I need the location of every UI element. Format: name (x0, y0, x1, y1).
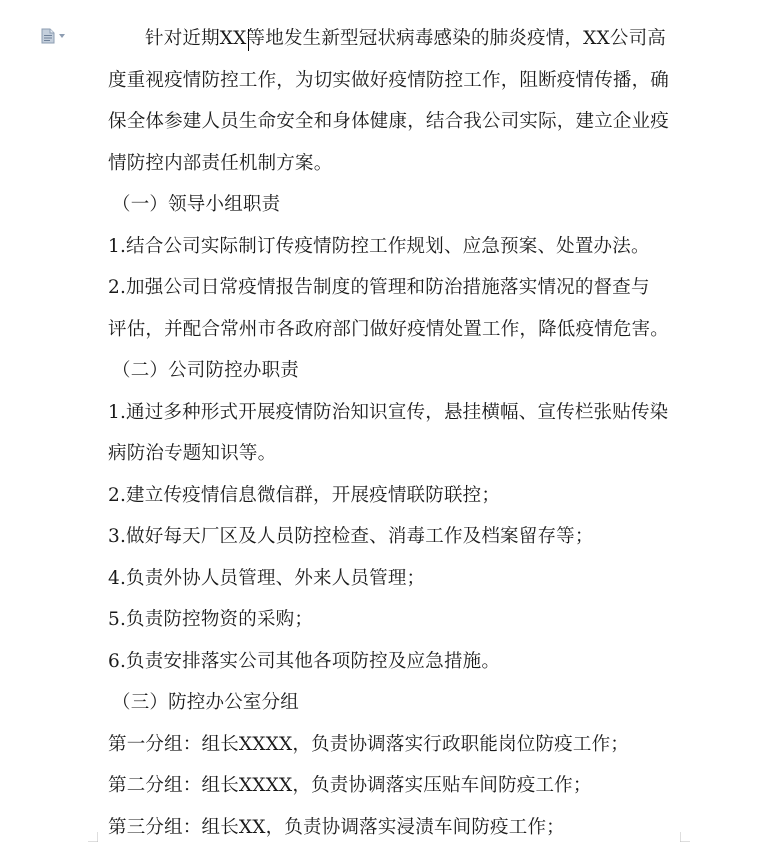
paragraph-options-button[interactable] (41, 27, 69, 45)
group-item: 第二分组：组长XXXX，负责协调落实压贴车间防疫工作； (108, 769, 668, 811)
list-item: 2.加强公司日常疫情报告制度的管理和防治措施落实情况的督查与 (108, 271, 668, 313)
section-heading-leadership: （一）领导小组职责 (108, 188, 668, 230)
document-body[interactable] (108, 22, 668, 852)
paragraph-intro-line: 保全体参建人员生命安全和身体健康，结合我公司实际，建立企业疫 (108, 105, 668, 147)
chevron-down-icon (59, 34, 65, 38)
section-heading-groups: （三）防控办公室分组 (108, 686, 668, 728)
list-item-continuation: 病防治专题知识等。 (108, 437, 668, 479)
paragraph-intro-line: 情防控内部责任机制方案。 (108, 147, 668, 189)
list-item: 1.通过多种形式开展疫情防治知识宣传，悬挂横幅、宣传栏张贴传染 (108, 396, 668, 438)
list-item: 2.建立传疫情信息微信群，开展疫情联防联控； (108, 479, 668, 521)
margin-corner-mark (88, 832, 98, 842)
list-item: 6.负责安排落实公司其他各项防控及应急措施。 (108, 645, 668, 687)
paragraph-intro-line: 度重视疫情防控工作，为切实做好疫情防控工作，阻断疫情传播，确 (108, 64, 668, 106)
list-item: 4.负责外协人员管理、外来人员管理； (108, 562, 668, 604)
section-heading-office: （二）公司防控办职责 (108, 354, 668, 396)
paragraph-intro-line: 针对近期XX等地发生新型冠状病毒感染的肺炎疫情，XX公司高 (108, 22, 668, 64)
list-item: 3.做好每天厂区及人员防控检查、消毒工作及档案留存等； (108, 520, 668, 562)
list-item: 5.负责防控物资的采购； (108, 603, 668, 645)
list-item: 1.结合公司实际制订传疫情防控工作规划、应急预案、处置办法。 (108, 230, 668, 272)
group-item: 第三分组：组长XX，负责协调落实浸渍车间防疫工作； (108, 811, 668, 852)
document-icon (41, 28, 55, 44)
list-item-continuation: 评估，并配合常州市各政府部门做好疫情处置工作，降低疫情危害。 (108, 313, 668, 355)
margin-corner-mark (680, 832, 690, 842)
group-item: 第一分组：组长XXXX，负责协调落实行政职能岗位防疫工作； (108, 728, 668, 770)
